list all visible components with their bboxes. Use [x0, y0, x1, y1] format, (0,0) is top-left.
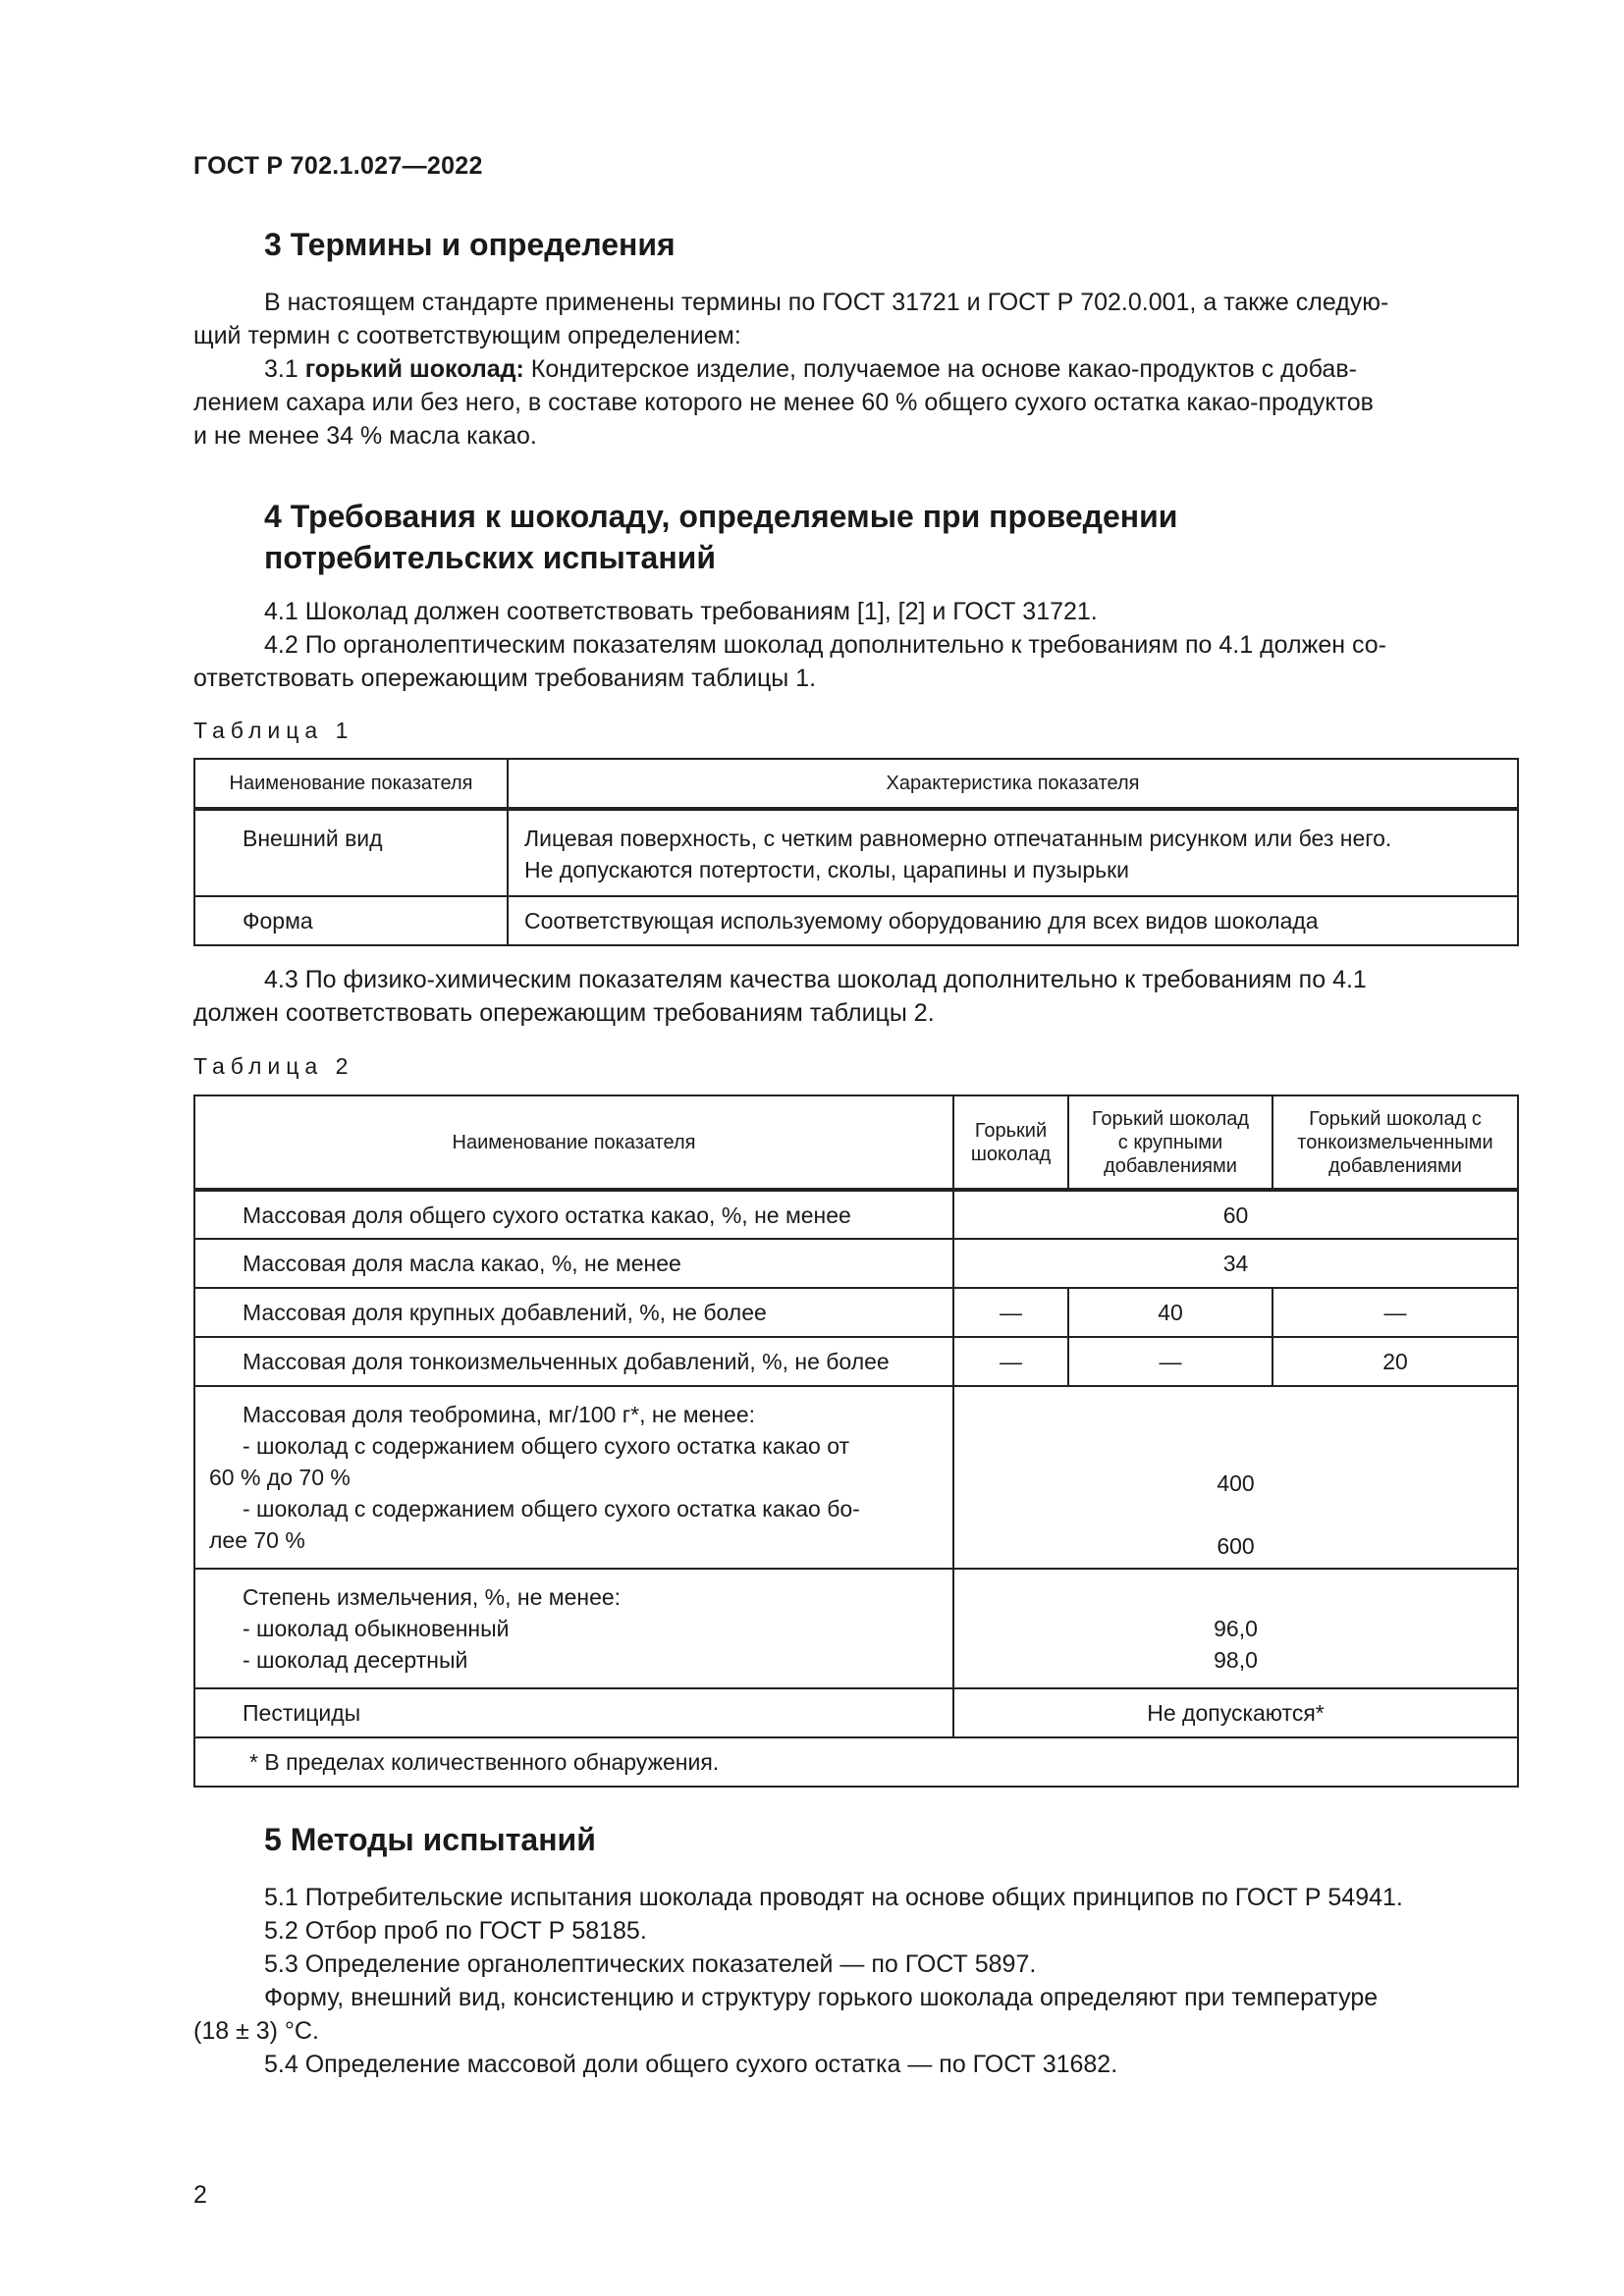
theobromine-value2: 600: [1217, 1533, 1255, 1559]
def-number: 3.1: [264, 355, 298, 383]
table-row: [194, 1569, 1518, 1688]
para-4-1: 4.1 Шоколад должен соответствовать требованиям [1], [2] и ГОСТ 31721.: [264, 598, 1098, 625]
theobromine-values: [953, 1386, 1518, 1569]
table2-header-col2: [1068, 1095, 1272, 1190]
fine-additions-v2: —: [1068, 1337, 1272, 1386]
table1-header-name: Наименование показателя: [194, 759, 508, 809]
table1-caption: Таблица 1: [193, 718, 354, 743]
table2-footnote: * В пределах количественного обнаружения.: [194, 1737, 1518, 1787]
dry-cocoa-label: Массовая доля общего сухого остатка какао, %, не менее: [194, 1190, 953, 1239]
table2-header-col3-line3: добавлениями: [1328, 1154, 1462, 1177]
theobromine-title: Массовая доля теобромина, мг/100 г*, не менее:: [243, 1402, 756, 1427]
grinding-title: Степень измельчения, %, не менее:: [243, 1584, 622, 1610]
table2-header-col3-line2: тонкоизмельченными: [1297, 1131, 1493, 1153]
def-term: горький шоколад:: [304, 355, 524, 383]
para-5-3b-line1: Форму, внешний вид, консистенцию и структуру горького шоколада определяют при температуре: [264, 1984, 1379, 2011]
table-row: [194, 1190, 1518, 1239]
table2-header-col2-line2: с крупными: [1117, 1131, 1223, 1153]
table-row: [194, 896, 1518, 945]
table-row: [194, 1239, 1518, 1288]
fine-additions-v3: 20: [1272, 1337, 1518, 1386]
grinding-values: [953, 1569, 1518, 1688]
table2-header-col1: [953, 1095, 1068, 1190]
cocoa-butter-label: Массовая доля масла какао, %, не менее: [194, 1239, 953, 1288]
para-5-3: 5.3 Определение органолептических показателей — по ГОСТ 5897.: [264, 1950, 1037, 1978]
section4-paragraphs: [193, 595, 1519, 695]
theobromine-sub1-line1: - шоколад с содержанием общего сухого остатка какао от: [243, 1433, 850, 1459]
table1-row2-name: Форма: [194, 896, 508, 945]
table2: [193, 1095, 1519, 1788]
para-4-3: [193, 963, 1519, 1030]
table2-header-col2-line3: добавлениями: [1104, 1154, 1237, 1177]
section4-title-line1: 4 Требования к шоколаду, определяемые при проведении: [264, 499, 1178, 534]
section4-title: [264, 496, 1177, 578]
table2-header-col2-line1: Горький шоколад: [1091, 1107, 1250, 1130]
para-4-3-line2: должен соответствовать опережающим требованиям таблицы 2.: [193, 999, 935, 1027]
grinding-value2: 98,0: [1214, 1647, 1258, 1673]
section5-title: 5 Методы испытаний: [264, 1822, 596, 1857]
para-5-4: 5.4 Определение массовой доли общего сухого остатка — по ГОСТ 31682.: [264, 2051, 1118, 2078]
grinding-sub1: - шоколад обыкновенный: [243, 1616, 510, 1641]
theobromine-sub1-line2: 60 % до 70 %: [209, 1465, 351, 1490]
large-additions-v1: —: [953, 1288, 1068, 1337]
section3-intro: [193, 286, 1519, 453]
table1-row1-value: [508, 809, 1518, 896]
para-5-2: 5.2 Отбор проб по ГОСТ Р 58185.: [264, 1917, 647, 1945]
table1-row1-value-line1: Лицевая поверхность, с четким равномерно отпечатанным рисунком или без него.: [524, 826, 1392, 851]
fine-additions-label: Массовая доля тонкоизмельченных добавлений, %, не более: [194, 1337, 953, 1386]
fine-additions-v1: —: [953, 1337, 1068, 1386]
para-5-3b-line2: (18 ± 3) °С.: [193, 2017, 319, 2045]
table1-header-characteristic: Характеристика показателя: [508, 759, 1518, 809]
table2-caption: Таблица 2: [193, 1053, 354, 1079]
para-4-3-line1: 4.3 По физико-химическим показателям качества шоколад дополнительно к требованиям по 4.1: [264, 966, 1367, 993]
para-4-2-line1: 4.2 По органолептическим показателям шоколад дополнительно к требованиям по 4.1 должен со-: [264, 631, 1386, 659]
large-additions-label: Массовая доля крупных добавлений, %, не более: [194, 1288, 953, 1337]
intro-line2: щий термин с соответствующим определением:: [193, 322, 741, 349]
table-row: [194, 809, 1518, 896]
intro-line1: В настоящем стандарте применены термины по ГОСТ 31721 и ГОСТ Р 702.0.001, а также следую-: [264, 289, 1389, 316]
table-row: [194, 1288, 1518, 1337]
document-header: ГОСТ Р 702.1.027—2022: [193, 152, 483, 180]
table2-header-col1-line1: Горький: [974, 1119, 1048, 1142]
table-row: [194, 1737, 1518, 1787]
theobromine-label: [194, 1386, 953, 1569]
table-row: [194, 1688, 1518, 1737]
def-text-line1: Кондитерское изделие, получаемое на основе какао-продуктов с добав-: [530, 355, 1357, 383]
section4-title-line2: потребительских испытаний: [264, 540, 717, 575]
table1-row1-value-line2: Не допускаются потертости, сколы, царапины и пузырьки: [524, 857, 1130, 882]
cocoa-butter-value: 34: [953, 1239, 1518, 1288]
def-text-line3: и не менее 34 % масла какао.: [193, 422, 537, 450]
table2-header-col3-line1: Горький шоколад с: [1309, 1107, 1482, 1130]
dry-cocoa-value: 60: [953, 1190, 1518, 1239]
pesticides-value: Не допускаются*: [953, 1688, 1518, 1737]
grinding-value1: 96,0: [1214, 1616, 1258, 1641]
def-text-line2: лением сахара или без него, в составе которого не менее 60 % общего сухого остатка какао-продуктов: [193, 389, 1374, 416]
table2-header-name: Наименование показателя: [194, 1095, 953, 1190]
table1-row1-name: Внешний вид: [194, 809, 508, 896]
table1-row2-value: Соответствующая используемому оборудованию для всех видов шоколада: [508, 896, 1518, 945]
table2-header-col3: [1272, 1095, 1518, 1190]
para-5-1: 5.1 Потребительские испытания шоколада проводят на основе общих принципов по ГОСТ Р 54941.: [264, 1884, 1403, 1911]
table2-header-col1-line2: шоколад: [970, 1143, 1052, 1165]
large-additions-v2: 40: [1068, 1288, 1272, 1337]
theobromine-sub2-line1: - шоколад с содержанием общего сухого остатка какао бо-: [243, 1496, 860, 1522]
para-4-2-line2: ответствовать опережающим требованиям таблицы 1.: [193, 665, 817, 692]
theobromine-value1: 400: [1217, 1470, 1255, 1496]
pesticides-label: Пестициды: [194, 1688, 953, 1737]
grinding-label: [194, 1569, 953, 1688]
grinding-sub2: - шоколад десертный: [243, 1647, 468, 1673]
table-row: [194, 1337, 1518, 1386]
section5-paragraphs: [193, 1881, 1519, 2081]
table-row: [194, 1386, 1518, 1569]
page-number: 2: [193, 2181, 207, 2209]
large-additions-v3: —: [1272, 1288, 1518, 1337]
section3-title: 3 Термины и определения: [264, 227, 676, 262]
table1: [193, 758, 1519, 946]
theobromine-sub2-line2: лее 70 %: [209, 1527, 305, 1553]
